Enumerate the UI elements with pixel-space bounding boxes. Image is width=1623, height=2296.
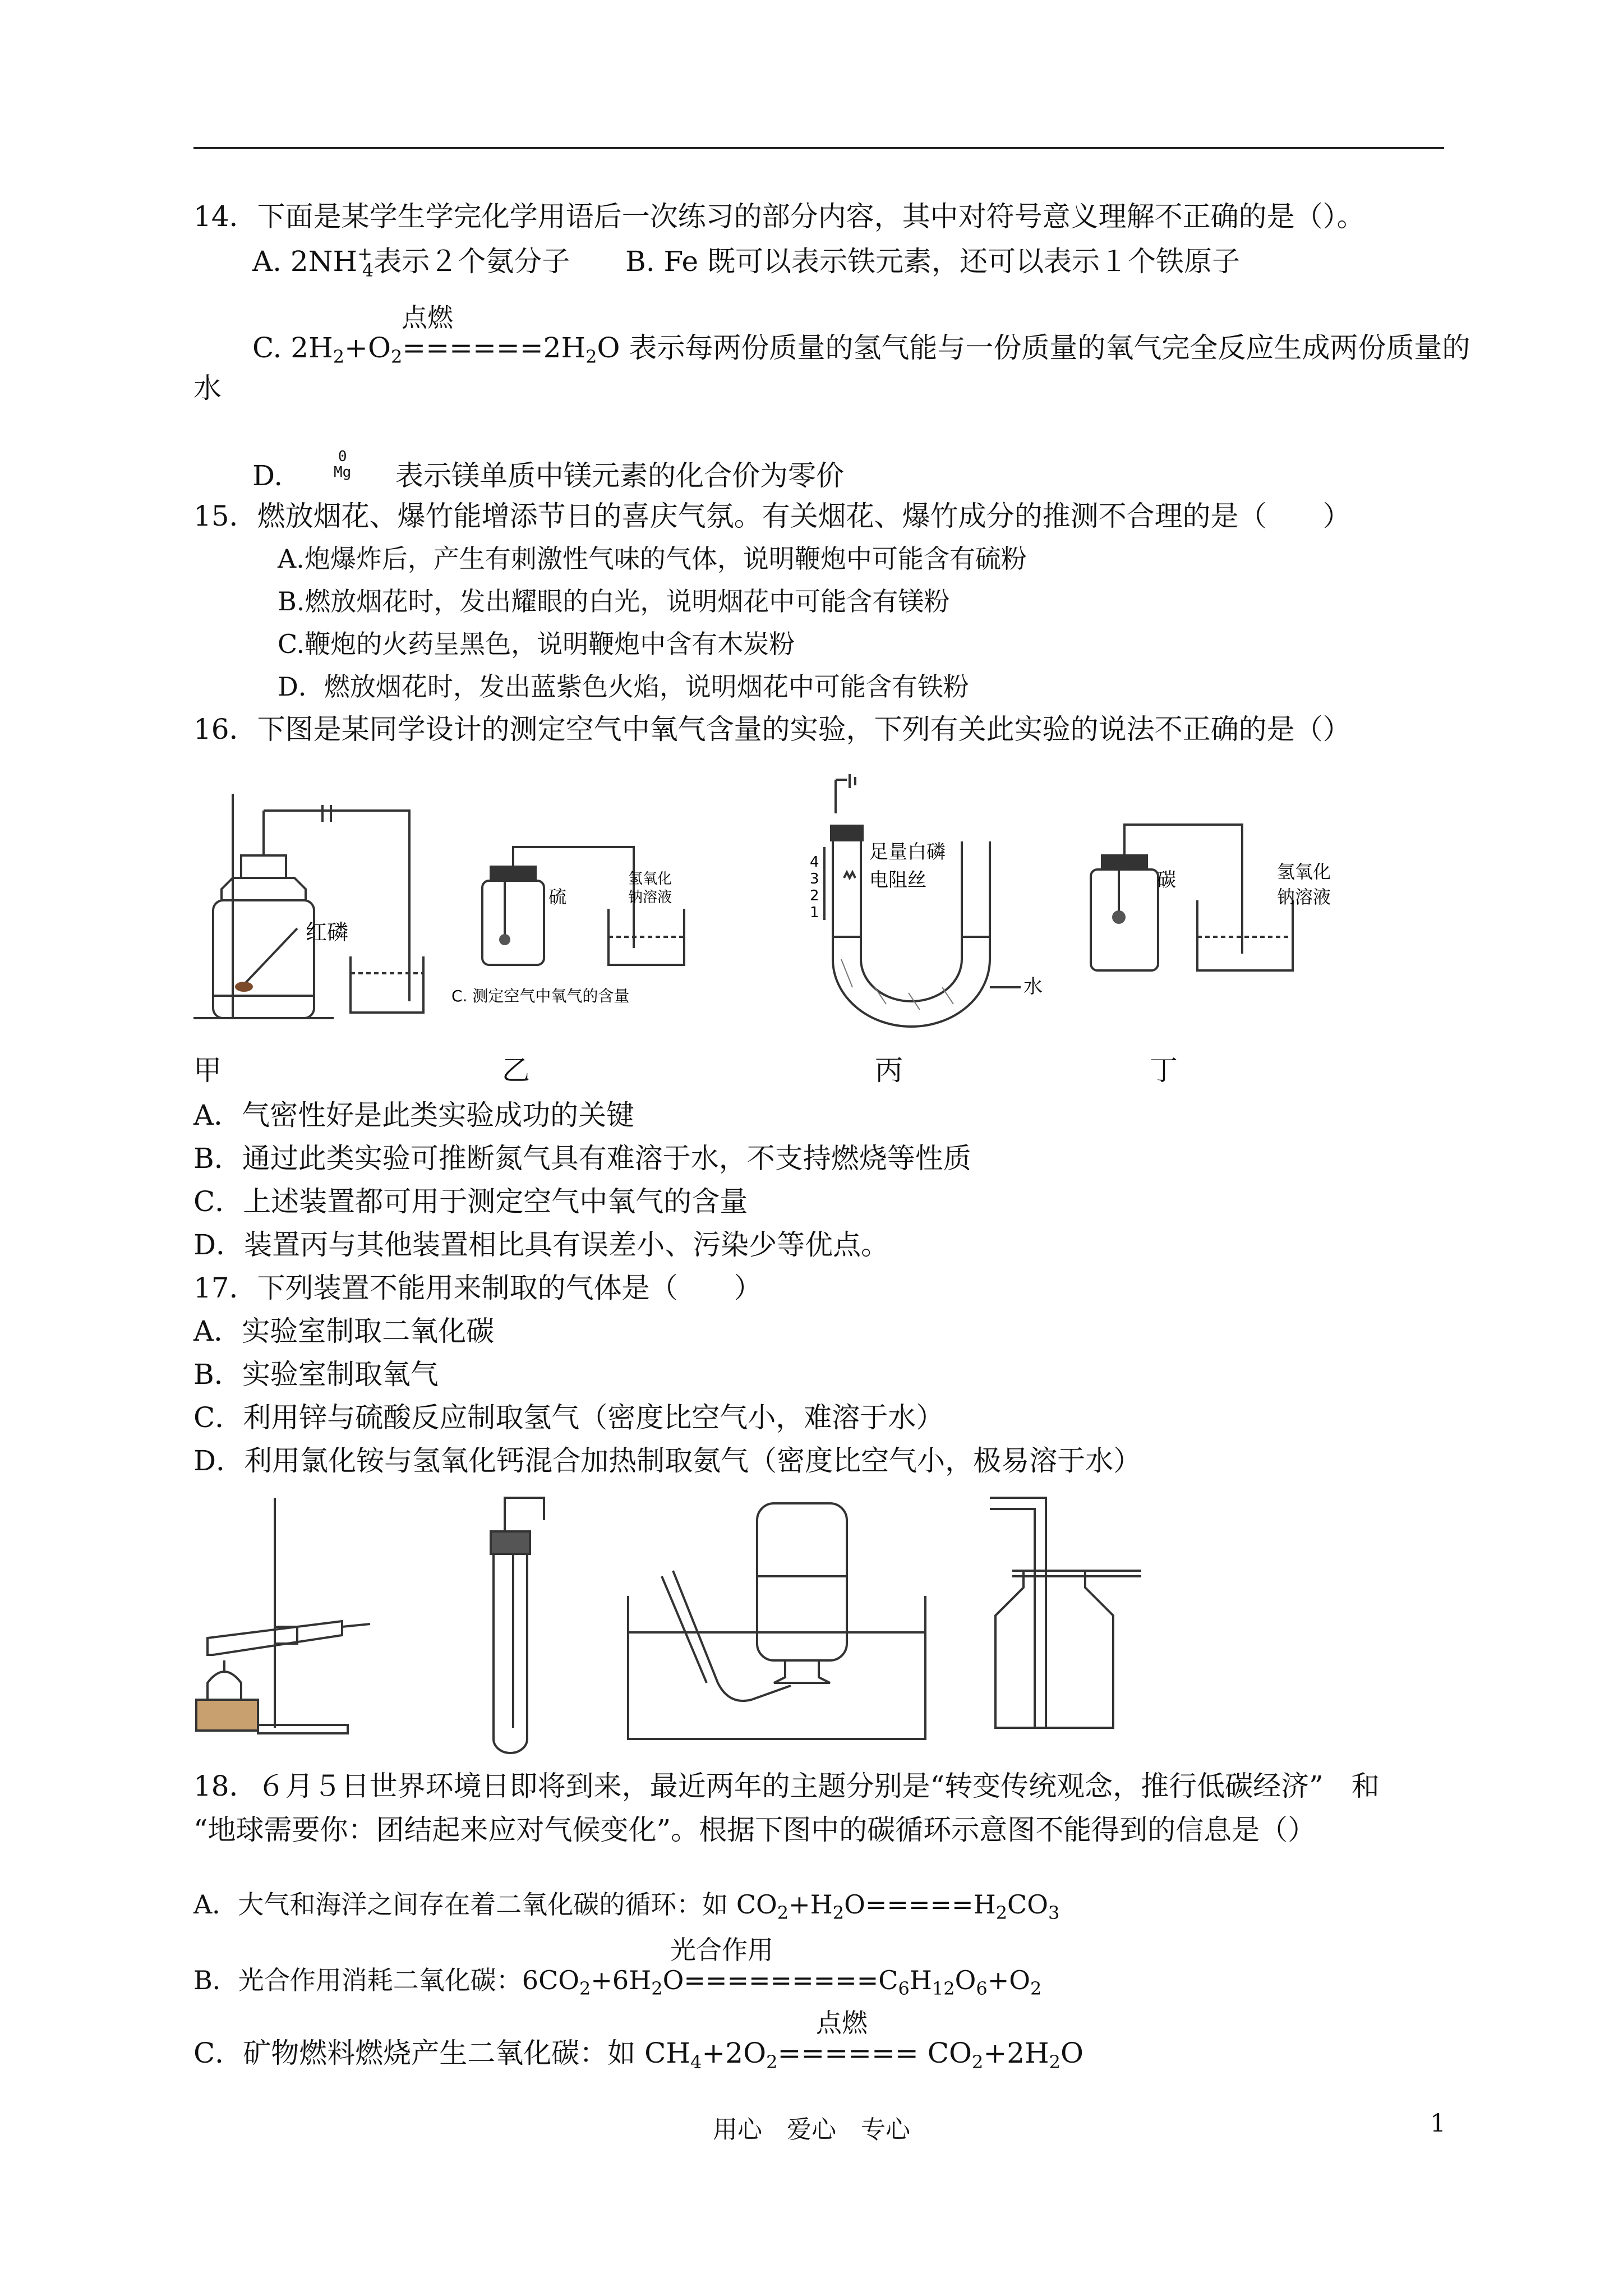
q16-stem: 16．下图是某同学设计的测定空气中氧气含量的实验，下列有关此实验的说法不正确的是（） xyxy=(193,713,1351,746)
q18-b-condition: 光合作用 xyxy=(670,1935,773,1965)
q18-c-condition: 点燃 xyxy=(816,2008,868,2038)
nrz1-label: 钠溶液 xyxy=(628,889,672,906)
scale-4: 4 xyxy=(810,854,819,871)
apparatus-label-jia: 甲 xyxy=(193,1054,222,1087)
q14-option-c-tail: 水 xyxy=(193,372,222,404)
apparatus-label-ding: 丁 xyxy=(1150,1054,1178,1087)
q14-option-c: C. $2H_2+O_2======2H_2O$ 表示每两份质量的氢气能与一份质量的氧气完全反应生成两份质量的 xyxy=(252,332,1470,367)
page-number: 1 xyxy=(1430,2109,1446,2138)
apparatus-ding-figure xyxy=(1085,813,1338,987)
header-rule xyxy=(193,147,1444,149)
zlbl-label: 足量白磷 xyxy=(869,841,946,863)
gas-bottle-figure xyxy=(984,1492,1152,1739)
q17-option-a: A．实验室制取二氧化碳 xyxy=(193,1315,495,1347)
dzs-label: 电阻丝 xyxy=(869,869,926,891)
nrz2-label: 钠溶液 xyxy=(1277,886,1331,908)
q15-stem: 15．燃放烟花、爆竹能增添节日的喜庆气氛。有关烟花、爆竹成分的推测不合理的是（ ） xyxy=(193,500,1351,532)
apparatus-label-yi: 乙 xyxy=(502,1054,530,1087)
q15-option-c: C.鞭炮的火药呈黑色，说明鞭炮中含有木炭粉 xyxy=(278,629,795,659)
apparatus-label-bing: 丙 xyxy=(875,1054,903,1087)
q18-option-c: C．矿物燃料燃烧产生二氧化碳：如 $CH_4+2O_2====== CO_2+2H_2O$ xyxy=(193,2037,1083,2073)
q14-option-d: 表示镁单质中镁元素的化合价为零价 xyxy=(395,459,844,492)
liu-label: 硫 xyxy=(548,886,567,908)
apparatus-bing-figure xyxy=(808,774,1071,1032)
q14-option-b: B. Fe 既可以表示铁元素，还可以表示１个铁原子 xyxy=(625,245,1240,278)
q18-stem-line1: 18．６月５日世界环境日即将到来，最近两年的主题分别是“转变传统观念，推行低碳经济” 和 xyxy=(193,1770,1380,1802)
q17-option-b: B．实验室制取氧气 xyxy=(193,1358,439,1391)
scale-1: 1 xyxy=(810,904,819,921)
q15-option-a: A.炮爆炸后，产生有刺激性气味的气体，说明鞭炮中可能含有硫粉 xyxy=(278,544,1027,574)
footer-motto: 用心 爱心 专心 xyxy=(713,2115,910,2144)
q14-option-d-letter: D. xyxy=(252,459,283,492)
apparatus-jia-figure xyxy=(188,788,429,1024)
q14-condition: 点燃 xyxy=(402,302,453,333)
qyh2-label: 氢氧化 xyxy=(1277,861,1331,882)
q18-option-b: B．光合作用消耗二氧化碳：$6CO_2+6H_2O=========C_6H_{12}O_6+O_2$ xyxy=(193,1965,1042,1999)
scale-2: 2 xyxy=(810,887,819,904)
q16-option-a: A．气密性好是此类实验成功的关键 xyxy=(193,1099,635,1131)
q17-option-d: D．利用氯化铵与氢氧化钙混合加热制取氨气（密度比空气小，极易溶于水） xyxy=(193,1444,1142,1477)
qyh1-label: 氢氧化 xyxy=(628,871,672,887)
q18-option-a: A．大气和海洋之间存在着二氧化碳的循环：如 $CO_2+H_2O=====H_2CO_3$ xyxy=(193,1889,1060,1924)
water-collection-figure xyxy=(623,1492,937,1745)
hong-lin-label: 红磷 xyxy=(306,920,349,945)
q14-valence-symbol: 0 Mg xyxy=(334,448,352,481)
heating-apparatus-figure xyxy=(191,1492,376,1739)
q17-option-c: C．利用锌与硫酸反应制取氢气（密度比空气小，难溶于水） xyxy=(193,1401,944,1434)
q16-option-d: D．装置丙与其他装置相比具有误差小、污染少等优点。 xyxy=(193,1228,889,1261)
q15-option-d: D．燃放烟花时，发出蓝紫色火焰，说明烟花中可能含有铁粉 xyxy=(278,671,969,702)
scale-3: 3 xyxy=(810,871,819,887)
q16-option-c: C．上述装置都可用于测定空气中氧气的含量 xyxy=(193,1185,748,1218)
q15-option-b: B.燃放烟花时，发出耀眼的白光，说明烟花中可能含有镁粉 xyxy=(278,586,950,616)
q16-option-b: B．通过此类实验可推断氮气具有难溶于水，不支持燃烧等性质 xyxy=(193,1142,971,1175)
test-tube-figure xyxy=(471,1492,561,1756)
q17-stem: 17．下列装置不能用来制取的气体是（ ） xyxy=(193,1272,762,1304)
shui-label: 水 xyxy=(1023,976,1043,998)
apparatus-yi-figure xyxy=(449,836,695,1021)
tan-label: 碳 xyxy=(1157,869,1176,891)
q14-option-a: A. $2NH^+_4$表示２个氨分子 xyxy=(252,243,570,281)
caption-label: C. 测定空气中氧气的含量 xyxy=(451,987,630,1005)
q18-stem-line2: “地球需要你：团结起来应对气候变化”。根据下图中的碳循环示意图不能得到的信息是（） xyxy=(193,1814,1316,1846)
q14-stem: 14．下面是某学生学完化学用语后一次练习的部分内容，其中对符号意义理解不正确的是（）。 xyxy=(193,200,1365,233)
